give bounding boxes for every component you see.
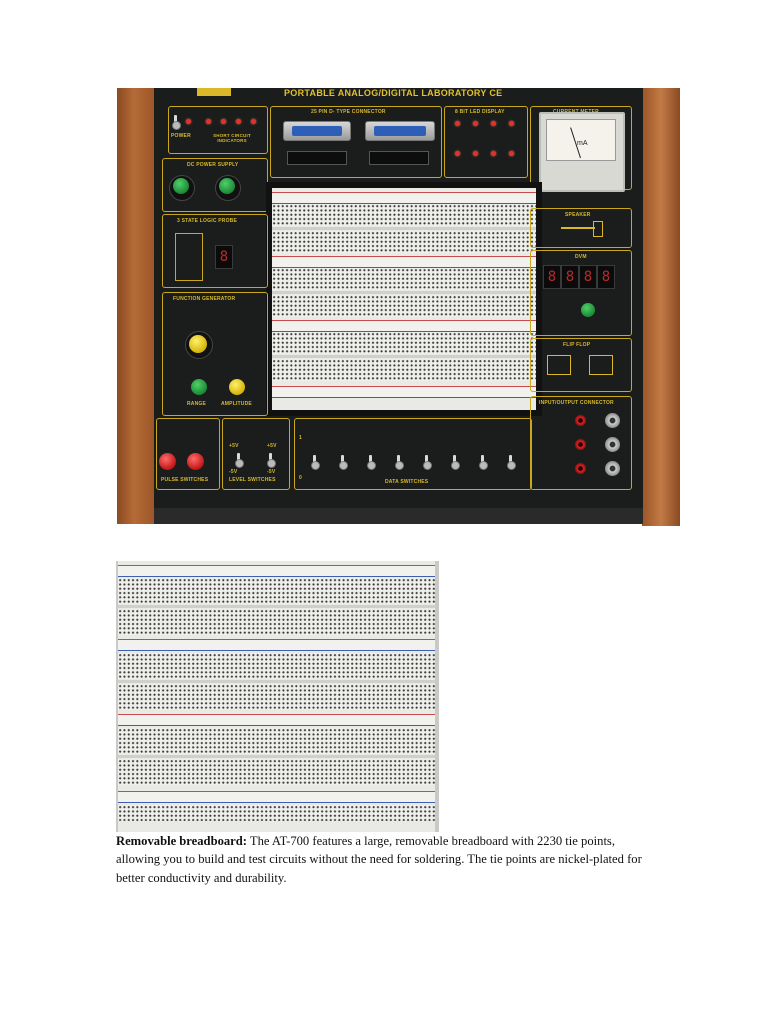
level-label: +5V [229,443,239,449]
dc-power-section [162,158,268,212]
d-connector-right [365,121,435,141]
speaker-label: SPEAKER [565,212,591,218]
pulse-switches-label: PULSE SWITCHES [161,477,209,483]
dc-knob-right [219,178,235,194]
range-label: RANGE [187,401,207,407]
dvm-digit: 8 [561,265,579,289]
dvm-digit: 8 [543,265,561,289]
caption-paragraph [116,832,646,887]
dc-knob-left [173,178,189,194]
io-connector-section [530,396,632,490]
led-display-label: 8 BIT LED DISPLAY [455,109,505,115]
data-switch-level-label: 1 [299,435,302,441]
power-section [168,106,268,154]
logic-probe-section [162,214,268,288]
analog-meter [539,112,625,192]
pulse-button-left [159,453,176,470]
data-switch-section [294,418,532,490]
dvm-digit: 8 [579,265,597,289]
trainer-panel [154,88,643,514]
short-circuit-label: SHORT CIRCUIT INDICATORS [213,133,251,143]
level-label: +5V [267,443,277,449]
dvm-range-knob [581,303,595,317]
connector-label: 25 PIN D- TYPE CONNECTOR [311,109,386,115]
logic-probe-label: 3 STATE LOGIC PROBE [177,218,238,224]
io-connector-label: INPUT/OUTPUT CONNECTOR [539,400,614,406]
power-switch [172,115,179,129]
dvm-label: DVM [575,254,587,260]
pulse-button-right [187,453,204,470]
pulse-switch-section [156,418,220,490]
speaker-section [530,208,632,248]
amplitude-knob [229,379,245,395]
d-connector-left [283,121,351,141]
led-display-section [444,106,528,178]
caption-text: The AT-700 features a large, removable breadboard with 2230 tie points, allowing you to build and test circuits without the need for soldering. The tie points are nickel-plated for better conductivity and durability. [116,834,642,885]
dvm-digit: 8 [597,265,615,289]
dc-power-label: DC POWER SUPPLY [187,162,239,168]
connector-section [270,106,442,178]
dvm-section [530,250,632,336]
flip-flop-label: FLIP FLOP [563,342,591,348]
data-switch-level-label: 0 [299,475,302,481]
function-generator-label: FUNCTION GENERATOR [173,296,236,302]
level-switches-label: LEVEL SWITCHES [229,477,276,483]
level-switch-2 [267,453,274,467]
wood-side-right [642,88,680,526]
trainer-photo [117,88,680,524]
brand-logo [197,88,231,96]
breadboard-photo [116,561,439,832]
meter-unit: mA [577,140,588,147]
caption-lead: Removable breadboard: [116,834,247,848]
removable-breadboard [118,561,435,832]
panel-title: PORTABLE ANALOG/DIGITAL LABORATORY CE [284,88,503,98]
power-label: POWER [171,133,191,139]
frequency-knob [189,335,207,353]
panel-breadboard [266,182,542,416]
probe-digit: 8 [215,245,233,269]
flip-flop-section [530,338,632,392]
level-label: -5V [229,469,238,475]
data-switches-label: DATA SWITCHES [385,479,429,485]
level-label: -5V [267,469,276,475]
wood-side-left [117,88,155,524]
level-switch-1 [235,453,242,467]
range-knob [191,379,207,395]
amplitude-label: AMPLITUDE [221,401,252,407]
function-generator-section [162,292,268,416]
level-switch-section [222,418,290,490]
panel-bottom-edge [154,508,643,524]
